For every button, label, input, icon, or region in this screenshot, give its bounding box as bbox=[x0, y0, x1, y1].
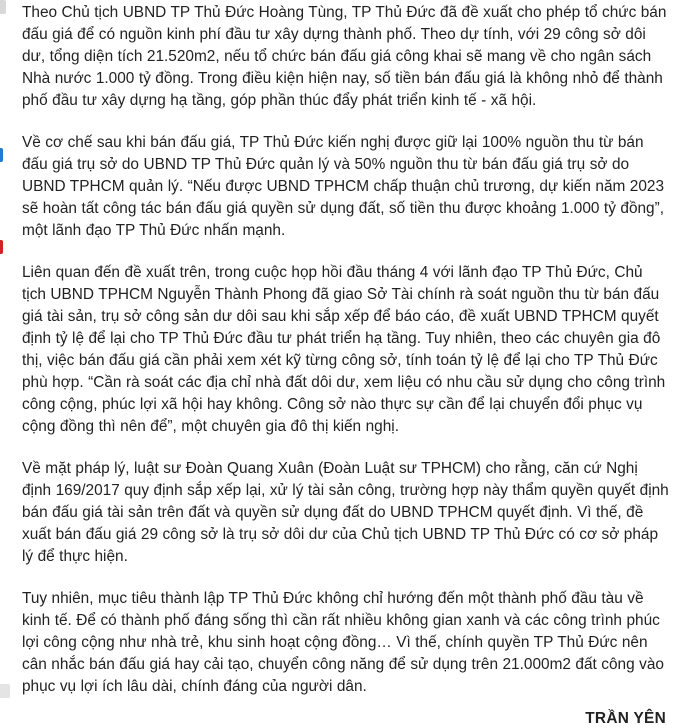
article-paragraph-4: Về mặt pháp lý, luật sư Đoàn Quang Xuân (Đoàn Luật sư TPHCM) cho rằng, căn cứ Nghị định 169/2017 quy định sắp xếp lại, xử lý tài sản công, trường hợp này thẩm quyền quyết định bán đấu giá tài sản trên đất và quyền sử dụng đất do UBND TPHCM quyết định. Vì thế, đề xuất bán đấu giá 29 công sở là trụ sở dôi dư của Chủ tịch UBND TP Thủ Đức có cơ sở pháp lý để thực hiện. bbox=[22, 460, 669, 565]
article-author: TRẦN YÊN bbox=[585, 710, 666, 727]
article-paragraph-5: Tuy nhiên, mục tiêu thành lập TP Thủ Đức không chỉ hướng đến một thành phố đầu tàu về kinh tế. Để có thành phố đáng sống thì cần rất nhiều không gian xanh và các công trình phúc lợi công cộng như nhà trẻ, khu sinh hoạt cộng đồng… Vì thế, chính quyền TP Thủ Đức nên cân nhắc bán đấu giá hay cải tạo, chuyển công năng để sử dụng trên 21.000m2 đất công vào phục vụ lợi ích lâu dài, chính đáng của người dân. bbox=[22, 590, 664, 695]
left-edge-blue-marker bbox=[0, 148, 3, 162]
article-paragraph-3: Liên quan đến đề xuất trên, trong cuộc họp hồi đầu tháng 4 với lãnh đạo TP Thủ Đức, Chủ tịch UBND TPHCM Nguyễn Thành Phong đã giao Sở Tài chính rà soát nguồn thu từ bán đấu giá tài sản, trụ sở công sản dư dôi sau khi sắp xếp để báo cáo, đề xuất UBND TPHCM quyết định tỷ lệ để lại cho TP Thủ Đức đầu tư phát triển hạ tầng. Tuy nhiên, theo các chuyên gia đô thị, việc bán đấu giá cần phải xem xét kỹ từng công sở, tính toán tỷ lệ để lại cho TP Thủ Đức phù hợp. “Cần rà soát các địa chỉ nhà đất dôi dư, xem liệu có nhu cầu sử dụng cho công trình công cộng, phúc lợi xã hội hay không. Công sở nào thực sự cần để lại chuyển đổi phục vụ cộng đồng thì nên để”, một chuyên gia đô thị kiến nghị. bbox=[22, 264, 666, 435]
left-edge-bottom-decoration bbox=[0, 684, 10, 698]
article-paragraph-1: Theo Chủ tịch UBND TP Thủ Đức Hoàng Tùng, TP Thủ Đức đã đề xuất cho phép tổ chức bán đấu giá để có nguồn kinh phí đầu tư xây dựng thành phố. Theo dự tính, với 29 công sở dôi dư, tổng diện tích 21.520m2, nếu tổ chức bán đấu giá công khai sẽ mang về cho ngân sách Nhà nước 1.000 tỷ đồng. Trong điều kiện hiện nay, số tiền bán đấu giá là không nhỏ để thành phố đầu tư xây dựng hạ tầng, góp phần thúc đẩy phát triển kinh tế - xã hội. bbox=[22, 4, 667, 109]
article-paragraph-2: Về cơ chế sau khi bán đấu giá, TP Thủ Đức kiến nghị được giữ lại 100% nguồn thu từ bán đấu giá trụ sở do UBND TP Thủ Đức quản lý và 50% nguồn thu từ bán đấu giá trụ sở do UBND TPHCM quản lý. “Nếu được UBND TPHCM chấp thuận chủ trương, dự kiến năm 2023 sẽ hoàn tất công tác bán đấu giá quyền sử dụng đất, số tiền thu được khoảng 1.000 tỷ đồng”, một lãnh đạo TP Thủ Đức nhấn mạnh. bbox=[22, 134, 665, 239]
left-edge-decoration bbox=[0, 0, 6, 14]
article-body bbox=[22, 0, 670, 728]
left-edge-red-marker bbox=[0, 240, 3, 254]
